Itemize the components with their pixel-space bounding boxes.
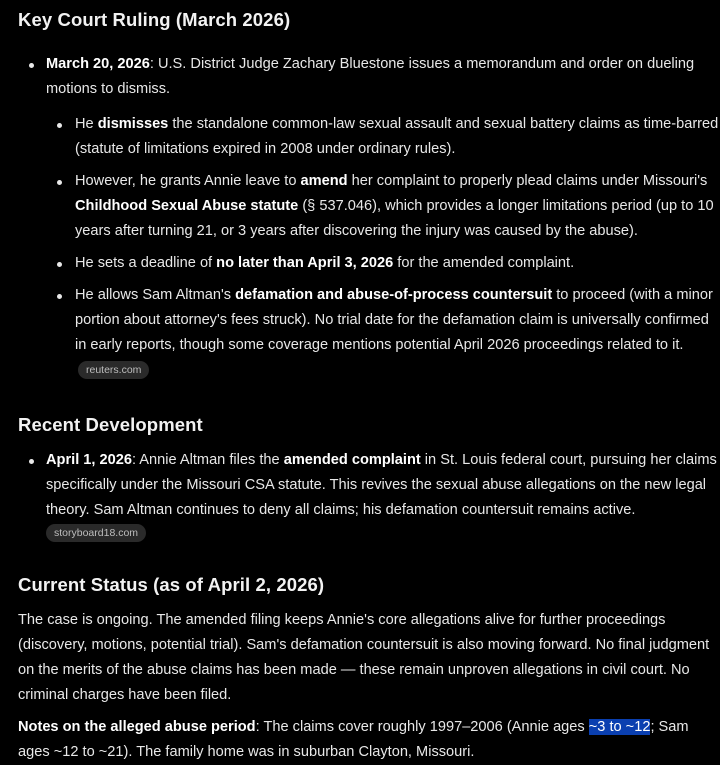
ruling-intro: : U.S. District Judge Zachary Bluestone issues a memorandum and order on dueling motions to dismiss.	[46, 56, 695, 97]
text: to proceed (with a minor portion about attorney's fees struck). No trial date for the defamation claim is universally confirmed in early reports, though some coverage mentions potential April 2026 proceedings related to it.	[75, 287, 713, 353]
bold-dismisses: dismisses	[97, 116, 169, 132]
bold-amended-complaint: amended complaint	[283, 452, 421, 468]
ruling-bullet-countersuit	[18, 283, 720, 383]
bold-deadline: no later than April 3, 2026	[216, 255, 394, 271]
recent-item	[18, 448, 720, 544]
ruling-item	[18, 52, 720, 383]
text: (§ 537.046), which provides a longer limitations period (up to 10 years after turning 21, or 3 years after discovering the injury was caused by the abuse).	[75, 198, 714, 239]
bold-amend: amend	[300, 173, 348, 189]
text: He	[75, 116, 98, 132]
text: He allows Sam Altman's	[75, 287, 236, 303]
ruling-sublist	[46, 112, 720, 383]
text: : Annie Altman files the	[132, 452, 284, 468]
ruling-bullet-amend	[18, 169, 720, 244]
text: her complaint to properly plead claims under Missouri's	[347, 173, 708, 189]
text: He sets a deadline of	[75, 255, 217, 271]
text: the standalone common-law sexual assault and sexual battery claims as time-barred (statute of limitations expired in 2008 under ordinary rules).	[75, 116, 719, 157]
recent-date: April 1, 2026	[46, 452, 132, 468]
ruling-bullet-deadline	[18, 251, 720, 276]
heading-current-status: Current Status (as of April 2, 2026)	[18, 574, 325, 595]
text: in St. Louis federal court, pursuing her claims specifically under the Missouri CSA statute. This revives the sexual abuse allegations on the new legal theory. Sam Altman continues to deny all claims; his defamation countersuit remains active.	[46, 452, 717, 518]
ruling-list	[18, 52, 720, 383]
status-paragraph: The case is ongoing. The amended filing keeps Annie's core allegations alive for further proceedings (discovery, motions, potential trial). Sam's defamation countersuit is also moving forward. No final judgment on the merits of the abuse claims has been made — these remain unproven allegations in civil court. No criminal charges have been filed.	[18, 612, 710, 703]
ruling-bullet-dismiss	[18, 112, 720, 162]
text-selection-highlight[interactable]: ~3 to ~12	[588, 719, 651, 735]
heading-recent-development: Recent Development	[18, 414, 203, 435]
bold-countersuit: defamation and abuse-of-process countersuit	[235, 287, 553, 303]
notes-label: Notes on the alleged abuse period	[18, 719, 256, 735]
bold-csa-statute: Childhood Sexual Abuse statute	[75, 198, 299, 214]
source-badge-storyboard18[interactable]: storyboard18.com	[46, 524, 146, 542]
ruling-date: March 20, 2026	[46, 56, 150, 72]
heading-key-court-ruling: Key Court Ruling (March 2026)	[18, 9, 291, 30]
source-badge-reuters[interactable]: reuters.com	[78, 361, 149, 379]
text: ; Sam ages ~12 to ~21). The family home was in suburban Clayton, Missouri.	[18, 719, 689, 760]
text: : The claims cover roughly 1997–2006 (Annie ages	[255, 719, 589, 735]
recent-list	[18, 448, 720, 544]
text: However, he grants Annie leave to	[75, 173, 301, 189]
text: for the amended complaint.	[393, 255, 575, 271]
notes-paragraph	[18, 715, 720, 765]
